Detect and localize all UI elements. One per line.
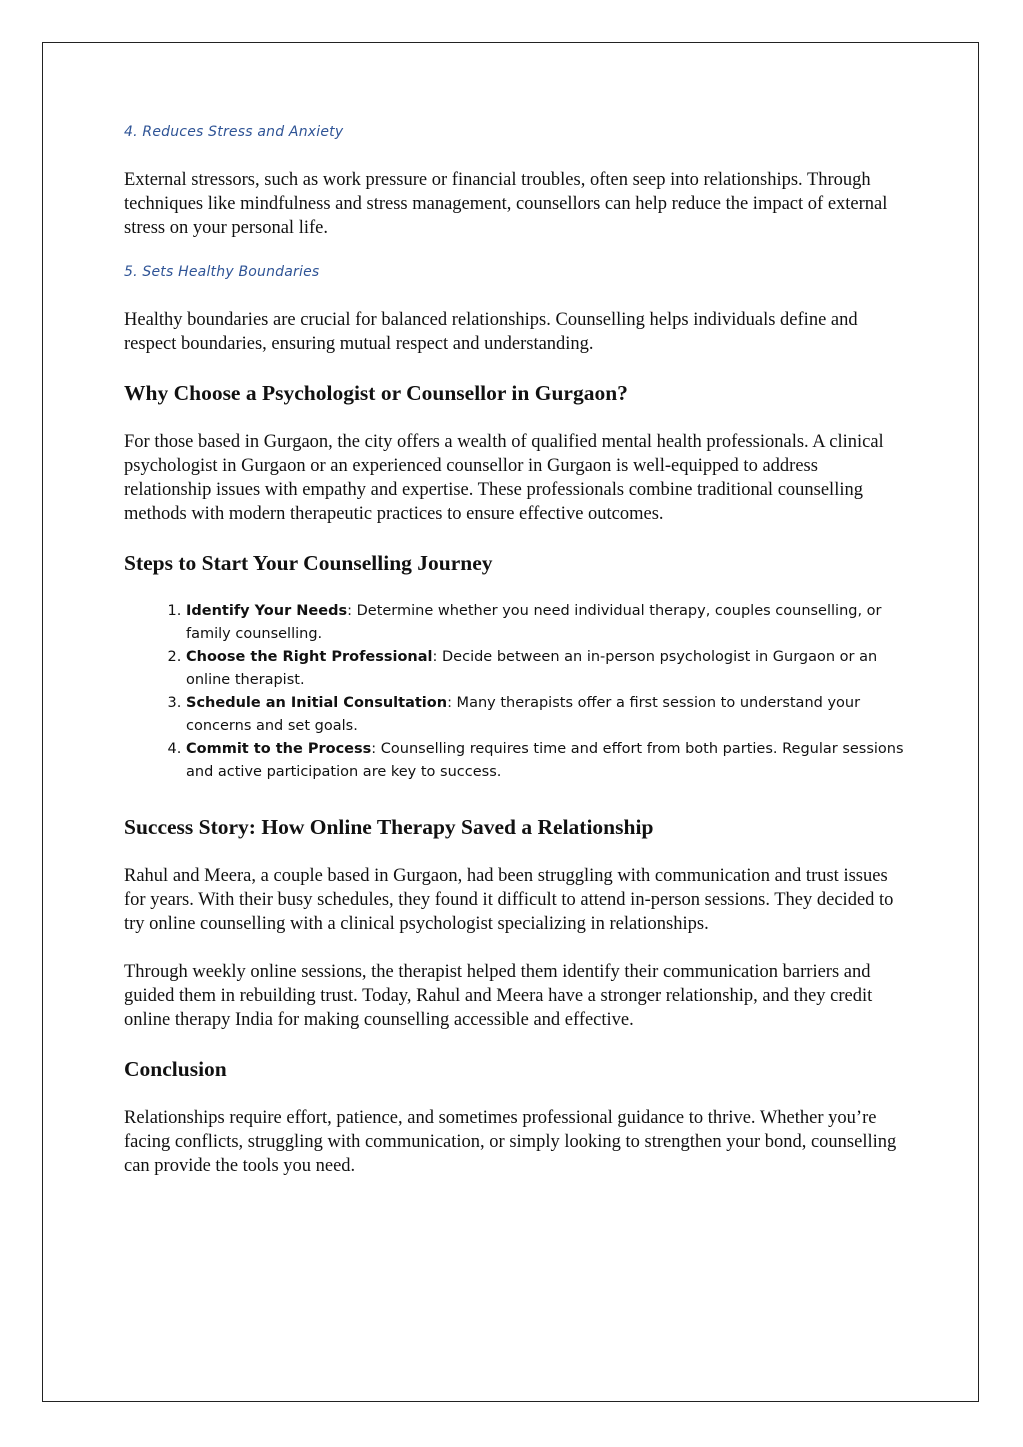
step-text: : Many therapists offer a first session to understand your concerns and set goals. bbox=[186, 695, 861, 734]
step-text: : Counselling requires time and effort from both parties. Regular sessions and active participation are key to success. bbox=[186, 741, 904, 780]
paragraph-healthy-boundaries: Healthy boundaries are crucial for balanced relationships. Counselling helps individuals define and respect boundaries, ensuring mutual respect and understanding. bbox=[124, 310, 858, 354]
heading-steps: Steps to Start Your Counselling Journey bbox=[124, 551, 493, 575]
paragraph-success-story-1: Rahul and Meera, a couple based in Gurgaon, had been struggling with communication and trust issues for years. With their busy schedules, they found it difficult to attend in-person sessions. They decided to try online counselling with a clinical psychologist specializing in relationships. bbox=[124, 866, 894, 934]
step-title: Commit to the Process bbox=[186, 741, 372, 757]
step-title: Identify Your Needs bbox=[186, 603, 348, 619]
step-text: : Determine whether you need individual therapy, couples counselling, or family counselling. bbox=[186, 603, 882, 642]
step-title: Choose the Right Professional bbox=[186, 649, 433, 665]
list-item bbox=[186, 692, 904, 738]
list-item bbox=[186, 738, 904, 784]
paragraph-reduces-stress: External stressors, such as work pressure or financial troubles, often seep into relationships. Through techniques like mindfulness and stress management, counsellors can help reduce the impact of external stress on your personal life. bbox=[124, 170, 888, 238]
paragraph-why-choose: For those based in Gurgaon, the city offers a wealth of qualified mental health professionals. A clinical psychologist in Gurgaon or an experienced counsellor in Gurgaon is well-equipped to address relationship issues with empathy and expertise. These professionals combine traditional counselling methods with modern therapeutic practices to ensure effective outcomes. bbox=[124, 432, 884, 524]
step-title: Schedule an Initial Consultation bbox=[186, 695, 448, 711]
subheading-reduces-stress: 4. Reduces Stress and Anxiety bbox=[124, 124, 344, 140]
list-item bbox=[186, 646, 904, 692]
document-body bbox=[124, 124, 904, 1202]
heading-conclusion: Conclusion bbox=[124, 1057, 227, 1081]
steps-list bbox=[124, 600, 904, 784]
paragraph-conclusion: Relationships require effort, patience, and sometimes professional guidance to thrive. Whether you’re facing conflicts, struggling with communication, or simply looking to strengthen your bond, counselling can provide the tools you need. bbox=[124, 1108, 897, 1176]
heading-why-choose: Why Choose a Psychologist or Counsellor in Gurgaon? bbox=[124, 381, 628, 405]
list-item bbox=[186, 600, 904, 646]
heading-success-story: Success Story: How Online Therapy Saved a Relationship bbox=[124, 815, 654, 839]
step-text: : Decide between an in-person psychologist in Gurgaon or an online therapist. bbox=[186, 649, 878, 688]
subheading-healthy-boundaries: 5. Sets Healthy Boundaries bbox=[124, 264, 320, 280]
paragraph-success-story-2: Through weekly online sessions, the therapist helped them identify their communication barriers and guided them in rebuilding trust. Today, Rahul and Meera have a stronger relationship, and they credit online therapy India for making counselling accessible and effective. bbox=[124, 962, 873, 1030]
